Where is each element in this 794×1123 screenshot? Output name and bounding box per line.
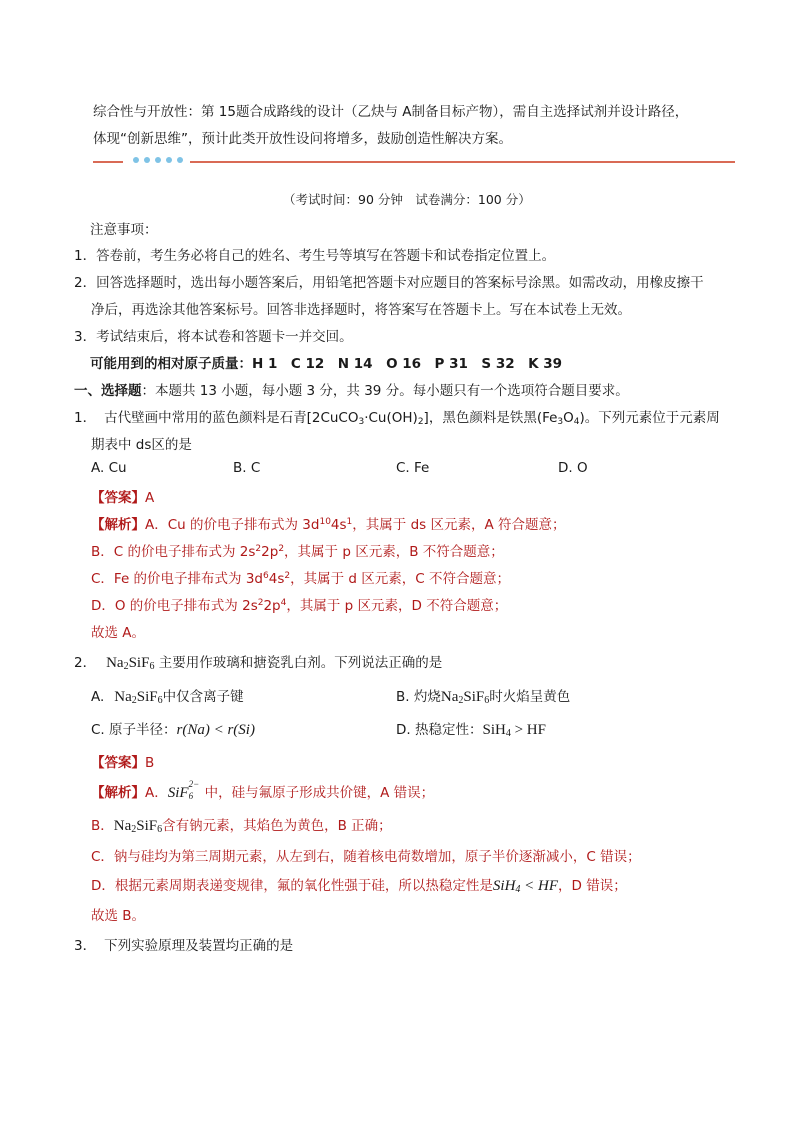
- q1-answer: 【答案】A: [91, 490, 155, 506]
- divider-line-left: [93, 161, 123, 163]
- q2-stem: 2． $Na_2SiF_6$ 主要用作玻璃和搪瓷乳白剂。下列说法正确的是: [74, 655, 443, 672]
- q1-analysis-b: B．C 的价电子排布式为 $2s^22p^2$，其属于 p 区元素，B 不符合题意；: [91, 544, 504, 560]
- notice-item-2-line-2: 净后，再选涂其他答案标号。回答非选择题时，将答案写在答题卡上。写在本试卷上无效。: [91, 302, 631, 318]
- q1-option-d: D. O: [558, 460, 588, 476]
- q1-stem: 1． 古代壁画中常用的蓝色颜料是石青$[2CuCO_3\cdot Cu(OH)_2]$，黑色颜料是铁黑$(Fe_3O_4)$。下列元素位于元素周: [74, 410, 720, 427]
- q2-option-b: B. 灼烧$Na_2SiF_6$时火焰呈黄色: [396, 689, 571, 706]
- atomic-masses: 可能用到的相对原子质量：H 1 C 12 N 14 O 16 P 31 S 32 K 39: [90, 356, 563, 372]
- q1-analysis-c: C．Fe 的价电子排布式为 $3d^64s^2$，其属于 d 区元素，C 不符合题意；: [91, 571, 510, 587]
- q1-option-a: A. Cu: [91, 460, 127, 476]
- q2-option-a: A. $Na_2SiF_6$中仅含离子键: [91, 689, 244, 706]
- intro-line-2: 体现“创新思维”，预计此类开放性设问将增多，鼓励创造性解决方案。: [93, 131, 512, 147]
- notice-item-2-line-1: 2．回答选择题时，选出每小题答案后，用铅笔把答题卡对应题目的答案标号涂黑。如需改动，用橡皮擦干: [74, 275, 704, 291]
- q3-stem: 3． 下列实验原理及装置均正确的是: [74, 938, 294, 954]
- q2-conclusion: 故选 B。: [91, 908, 146, 924]
- q2-answer: 【答案】B: [91, 755, 155, 771]
- q1-conclusion: 故选 A。: [91, 625, 146, 641]
- notice-item-1: 1．答卷前，考生务必将自己的姓名、考生号等填写在答题卡和试卷指定位置上。: [74, 248, 556, 264]
- section-1-label: 一、选择题: [74, 383, 142, 399]
- notice-title: 注意事项：: [90, 222, 158, 238]
- q2-option-d: D. 热稳定性：SiH$_4$ > HF: [396, 722, 546, 739]
- q1-stem-line-2: 期表中 ds区的是: [91, 437, 192, 453]
- q1-analysis-d: D．O 的价电子排布式为 $2s^22p^4$，其属于 p 区元素，D 不符合题意；: [91, 598, 508, 614]
- exam-info: （考试时间：90 分钟 试卷满分：100 分）: [283, 192, 531, 207]
- notice-item-3: 3．考试结束后，将本试卷和答题卡一并交回。: [74, 329, 353, 345]
- q2-analysis-a: 【解析】A．SiF 2− 6 中，硅与氟原子形成共价键，A 错误；: [91, 779, 435, 801]
- q1-option-b: B. C: [233, 460, 261, 476]
- section-1-desc: ：本题共 13 小题，每小题 3 分，共 39 分。每小题只有一个选项符合题目要求。: [141, 383, 629, 399]
- section-1-heading: [74, 379, 629, 399]
- q2-analysis-c: C．钠与硅均为第三周期元素，从左到右，随着核电荷数增加，原子半价逐渐减小，C 错误；: [91, 849, 641, 865]
- q1-analysis-a: 【解析】A．Cu 的价电子排布式为 $3d^{10}4s^1$，其属于 ds 区元素，A 符合题意；: [91, 517, 566, 533]
- q2-option-c: C. 原子半径：r(Na) < r(Si): [91, 722, 255, 738]
- divider-line-right: [190, 161, 735, 163]
- q1-option-c: C. Fe: [396, 460, 430, 476]
- divider-dots: [133, 157, 183, 163]
- q2-analysis-b: B．$Na_2SiF_6$含有钠元素，其焰色为黄色，B 正确；: [91, 818, 392, 835]
- intro-line-1: 综合性与开放性：第 15题合成路线的设计（乙炔与 A制备目标产物），需自主选择试剂并设计路径，: [93, 104, 689, 120]
- q2-analysis-d: D．根据元素周期表递变规律，氟的氧化性强于硅，所以热稳定性是SiH$_4$ < HF，D 错误；: [91, 878, 627, 895]
